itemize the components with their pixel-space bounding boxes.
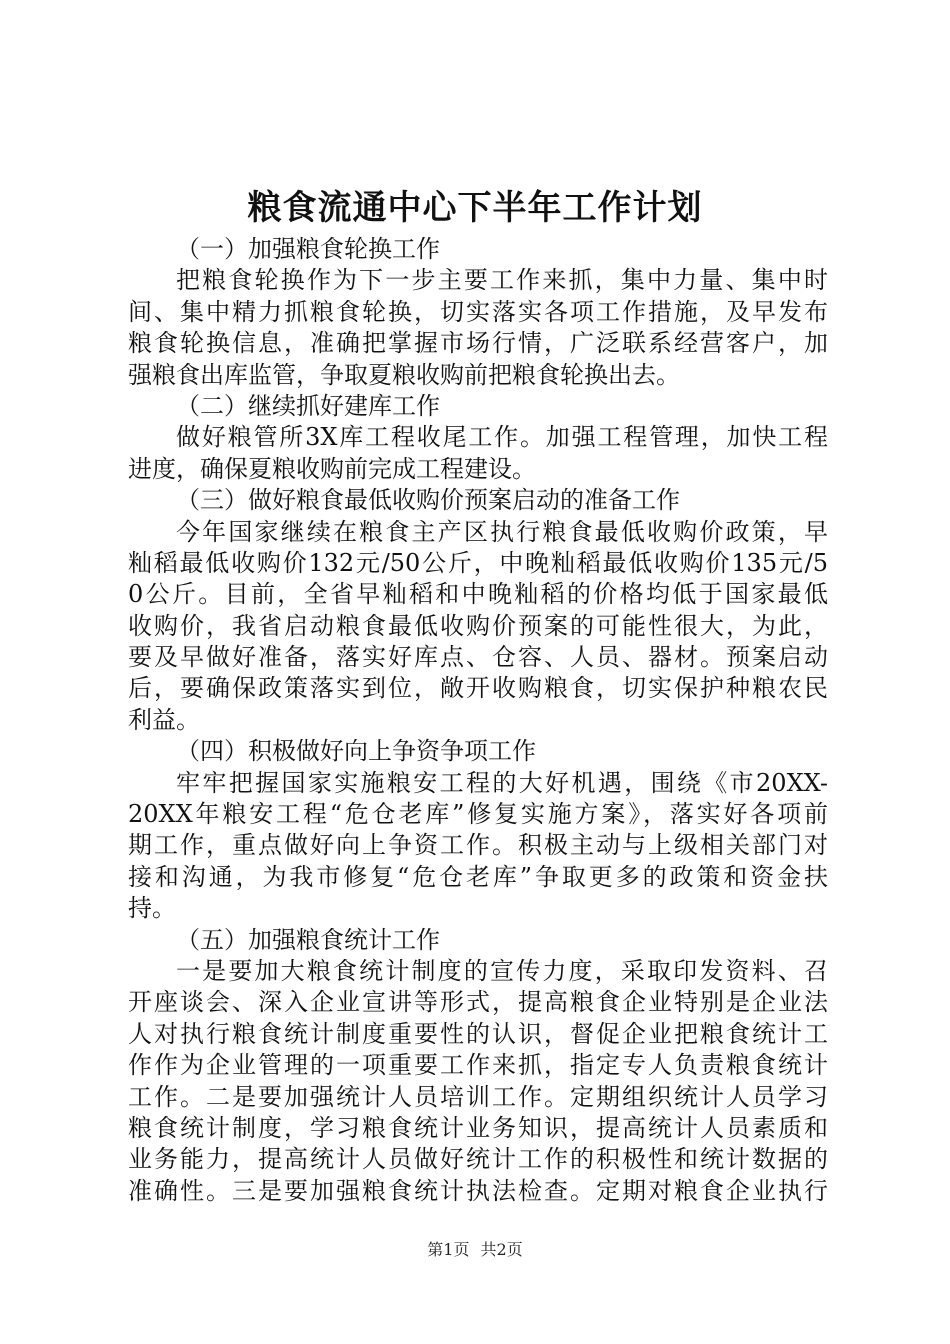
- paragraph-line: 间、集中精力抓粮食轮换，切实落实各项工作措施，及早发布: [128, 297, 828, 326]
- paragraph-line: 粮食统计制度，学习粮食统计业务知识，提高统计人员素质和: [128, 1113, 828, 1142]
- paragraph-line: 要及早做好准备，落实好库点、仓容、人员、器材。预案启动: [128, 643, 828, 672]
- paragraph-line: 收购价，我省启动粮食最低收购价预案的可能性很大，为此，: [128, 611, 828, 640]
- section-heading-5: （五）加强粮食统计工作: [176, 925, 440, 954]
- paragraph-line: 接和沟通，为我市修复“危仓老库”争取更多的政策和资金扶: [128, 862, 828, 891]
- paragraph-line: 准确性。三是要加强粮食统计执法检查。定期对粮食企业执行: [128, 1176, 828, 1205]
- paragraph-line: 今年国家继续在粮食主产区执行粮食最低收购价政策，早: [176, 517, 828, 546]
- page-number: 第1页: [427, 1240, 470, 1259]
- paragraph-line: 利益。: [128, 705, 200, 734]
- paragraph-line: 持。: [128, 894, 176, 923]
- page-total: 共2页: [480, 1240, 523, 1259]
- paragraph-line: 开座谈会、深入企业宣讲等形式，提高粮食企业特别是企业法: [128, 988, 828, 1017]
- page-footer: [0, 1239, 950, 1261]
- document-title: 粮食流通中心下半年工作计划: [247, 188, 703, 228]
- paragraph-line: 牢牢把握国家实施粮安工程的大好机遇，围绕《市20XX-: [176, 768, 828, 797]
- section-heading-3: （三）做好粮食最低收购价预案启动的准备工作: [176, 486, 680, 515]
- paragraph-line: 进度，确保夏粮收购前完成工程建设。: [128, 454, 536, 483]
- paragraph-line: 20XX年粮安工程“危仓老库”修复实施方案》，落实好各项前: [128, 800, 828, 829]
- paragraph-line: 后，要确保政策落实到位，敞开收购粮食，切实保护种粮农民: [128, 674, 828, 703]
- paragraph-line: 做好粮管所3X库工程收尾工作。加强工程管理，加快工程: [176, 423, 828, 452]
- paragraph-line: 人对执行粮食统计制度重要性的认识，督促企业把粮食统计工: [128, 1019, 828, 1048]
- paragraph-line: 一是要加大粮食统计制度的宣传力度，采取印发资料、召: [176, 956, 828, 985]
- section-heading-2: （二）继续抓好建库工作: [176, 391, 440, 420]
- section-heading-4: （四）积极做好向上争资争项工作: [176, 737, 536, 766]
- paragraph-line: 工作。二是要加强统计人员培训工作。定期组织统计人员学习: [128, 1082, 828, 1111]
- paragraph-line: 期工作，重点做好向上争资工作。积极主动与上级相关部门对: [128, 831, 828, 860]
- paragraph-line: 作作为企业管理的一项重要工作来抓，指定专人负责粮食统计: [128, 1051, 828, 1080]
- paragraph-line: 把粮食轮换作为下一步主要工作来抓，集中力量、集中时: [176, 266, 828, 295]
- paragraph-line: 强粮食出库监管，争取夏粮收购前把粮食轮换出去。: [128, 360, 680, 389]
- paragraph-line: 业务能力，提高统计人员做好统计工作的积极性和统计数据的: [128, 1145, 828, 1174]
- paragraph-line: 籼稻最低收购价132元/50公斤，中晚籼稻最低收购价135元/5: [128, 548, 828, 577]
- paragraph-line: 粮食轮换信息，准确把掌握市场行情，广泛联系经营客户，加: [128, 329, 828, 358]
- section-heading-1: （一）加强粮食轮换工作: [176, 235, 440, 263]
- document-body: [128, 234, 828, 1207]
- paragraph-line: 0公斤。目前，全省早籼稻和中晚籼稻的价格均低于国家最低: [128, 580, 828, 609]
